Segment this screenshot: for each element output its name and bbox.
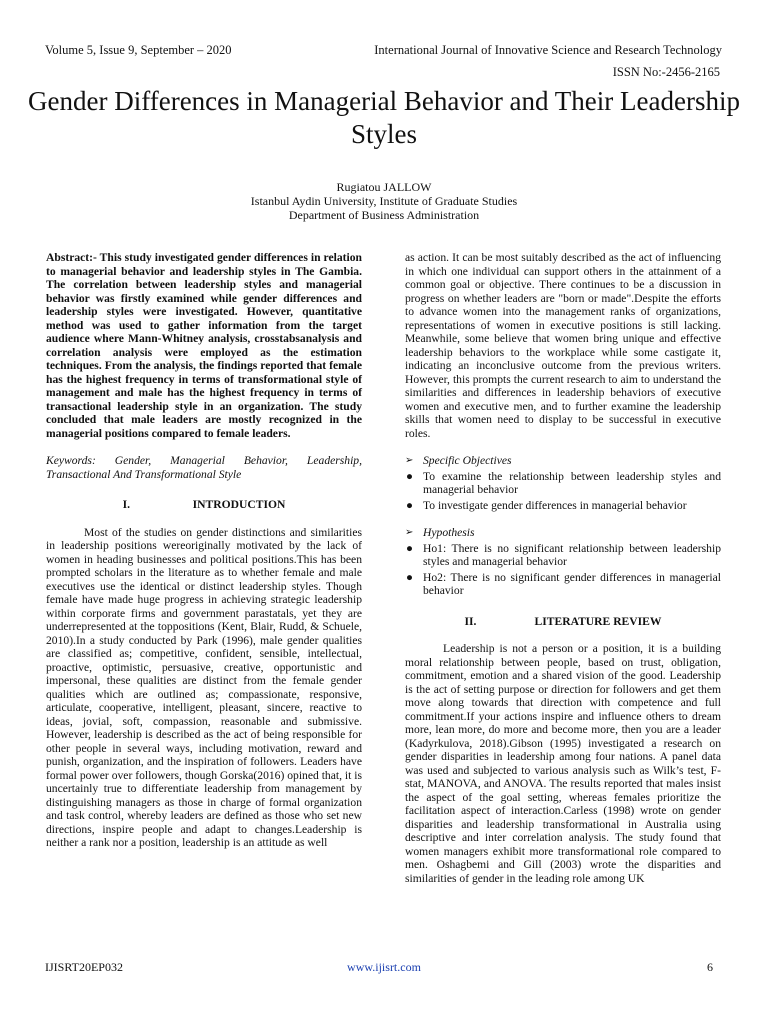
list-item (405, 470, 721, 497)
keywords-text: : Gender, Managerial Behavior, Leadership, Transactional And Transformational Style (46, 454, 362, 481)
paper-title: Gender Differences in Managerial Behavior and Their Leadership Styles (28, 86, 740, 149)
section-number: II. (464, 614, 477, 628)
author-affiliation: Istanbul Aydin University, Institute of Graduate Studies (250, 194, 518, 208)
arrow-bullet-icon: ➢ (405, 455, 414, 466)
left-column (46, 251, 362, 850)
list-item (405, 499, 721, 513)
list-item-text: To investigate gender differences in managerial behavior (423, 498, 687, 512)
list-item (405, 571, 721, 598)
bullet-icon: ● (406, 469, 414, 483)
objectives-title: Specific Objectives (423, 454, 512, 467)
journal-name: International Journal of Innovative Science and Research Technology (374, 43, 722, 57)
literature-paragraph: Leadership is not a person or a position, it is a building moral relationship between people, based on trust, obligation, commitment, emotion and a shared vision of the good. Leadership is the act of setting purpose or direction for followers and get them move along towards that direction with competence and full commitment.If your actions inspire and influence others to dream more, lean more, do more and become more, then you are a leader (Kadyrkulova, 2018).Gibson (1995) investigated a research on gender disparities in leadership among four nations. A panel data was used and subjected to various analysis such as Wilk’s test, F-stat, MANOVA, and ANOVA. The results reported that males insist the aspect of the goal setting, whereas females prioritize the facilitation aspect of interaction.Carless (1998) wrote on gender disparities and leadership transformational in Australia using descriptive and inter correlation analysis. The study found that women managers exhibit more transformational role compared to men. Oshagbemi and Gill (2003) wrote the disparities and similarities of gender in the leading role among UK (405, 642, 721, 885)
objectives-heading (405, 454, 721, 468)
list-item-text: Ho1: There is no significant relationship between leadership styles and managerial behavior (423, 541, 721, 568)
section-title: LITERATURE REVIEW (534, 614, 662, 628)
section-title: INTRODUCTION (192, 498, 286, 511)
abstract: Abstract:- This study investigated gender differences in relation to managerial behavior and leadership styles in The Gambia. The correlation between leadership styles and managerial behavior was firstly examined while gender differences and leadership styles were investigated. However, quantitative method was used to gather information from the target audience where Mann-Whitney analysis, crosstabsanalysis and correlation analysis were employed as the estimation techniques. From the analysis, the findings reported that female has the highest frequency in terms of transformational style of management and male has the highest frequency in terms of transactional leadership style in an organization. The study concluded that male leaders are mostly recognized in the managerial positions compared to female leaders. (46, 251, 362, 440)
list-item (405, 542, 721, 569)
bullet-icon: ● (406, 541, 414, 555)
bullet-icon: ● (406, 570, 414, 584)
author-name: Rugiatou JALLOW (336, 180, 432, 194)
hypothesis-list (405, 542, 721, 598)
footer-paper-code: IJISRT20EP032 (45, 960, 123, 974)
bullet-icon: ● (406, 498, 414, 512)
right-column (405, 251, 721, 885)
footer-website-link[interactable]: www.ijisrt.com (347, 960, 421, 974)
journal-volume: Volume 5, Issue 9, September – 2020 (45, 43, 232, 57)
keywords (46, 454, 362, 481)
section-heading-literature-review (405, 615, 721, 629)
list-item-text: Ho2: There is no significant gender differences in managerial behavior (423, 570, 721, 597)
section-heading-introduction (46, 498, 362, 512)
author-department: Department of Business Administration (288, 208, 480, 222)
intro-continued: as action. It can be most suitably described as the act of influencing in which one individual can support others in the attainment of a common goal or objective. There continues to be a discussion in progress on whether leaders are "born or made".Despite the efforts to advance women into the management ranks of organizations, representations of women in executive positions is still lacking. Meanwhile, some believe that women bring unique and effective leadership behaviors to the workplace while some castigate it, indicating an inconclusive outcome from the previous writers. However, this prompts the current research to aim to understand the similarities and differences in leadership behaviors of executive women and executive men, and to further examine the leadership skills that women need to display to be successful in executive roles. (405, 251, 721, 440)
arrow-bullet-icon: ➢ (405, 527, 414, 538)
hypothesis-title: Hypothesis (423, 526, 475, 539)
list-item-text: To examine the relationship between leadership styles and managerial behavior (423, 469, 721, 496)
objectives-list (405, 470, 721, 513)
keywords-label: Keywords (46, 454, 92, 467)
issn: ISSN No:-2456-2165 (612, 65, 720, 79)
footer-page-number: 6 (707, 960, 713, 974)
intro-paragraph: Most of the studies on gender distinctions and similarities in leadership positions wereoriginally motivated by the lack of women in heading businesses and political positions.This has been prompted scholars in the literature as to whether female and male executives use the identical or distinct leadership styles. Though female have made huge progress in achieving strategic leadership within corporate firms and government parastatals, yet they are underrepresented at the toppositions (Kent, Blair, Rudd, & Schuele, 2010).In a study conducted by Park (1996), male gender qualities are classified as; competitive, confident, sensible, intellectual, proactive, optimistic, persuasive, creative, opportunistic and impersonal, these qualities are distinct from the female gender qualities which are outlined as; compassionate, responsive, articulate, cooperative, intelligent, pleasant, sincere, reactive to ideas, jovial, soft, compassion, reasonable and submissive. However, leadership is described as the act of being responsible for other people in several ways, including motivation, reward and punish, organization, and the inspiration of followers. Leaders have formal power over followers, though Gorska(2016) opined that, it is uncertainly true to differentiate leadership from management by distinguishing managers as those in charge of formal organization and task control, whereby leaders are defined as those who set new directions, inspire people and adapt to changes.Leadership is neither a rank nor a position, leadership is an attitude as well (46, 525, 362, 849)
author-block (0, 180, 768, 222)
section-number: I. (122, 498, 131, 511)
hypothesis-heading (405, 526, 721, 540)
